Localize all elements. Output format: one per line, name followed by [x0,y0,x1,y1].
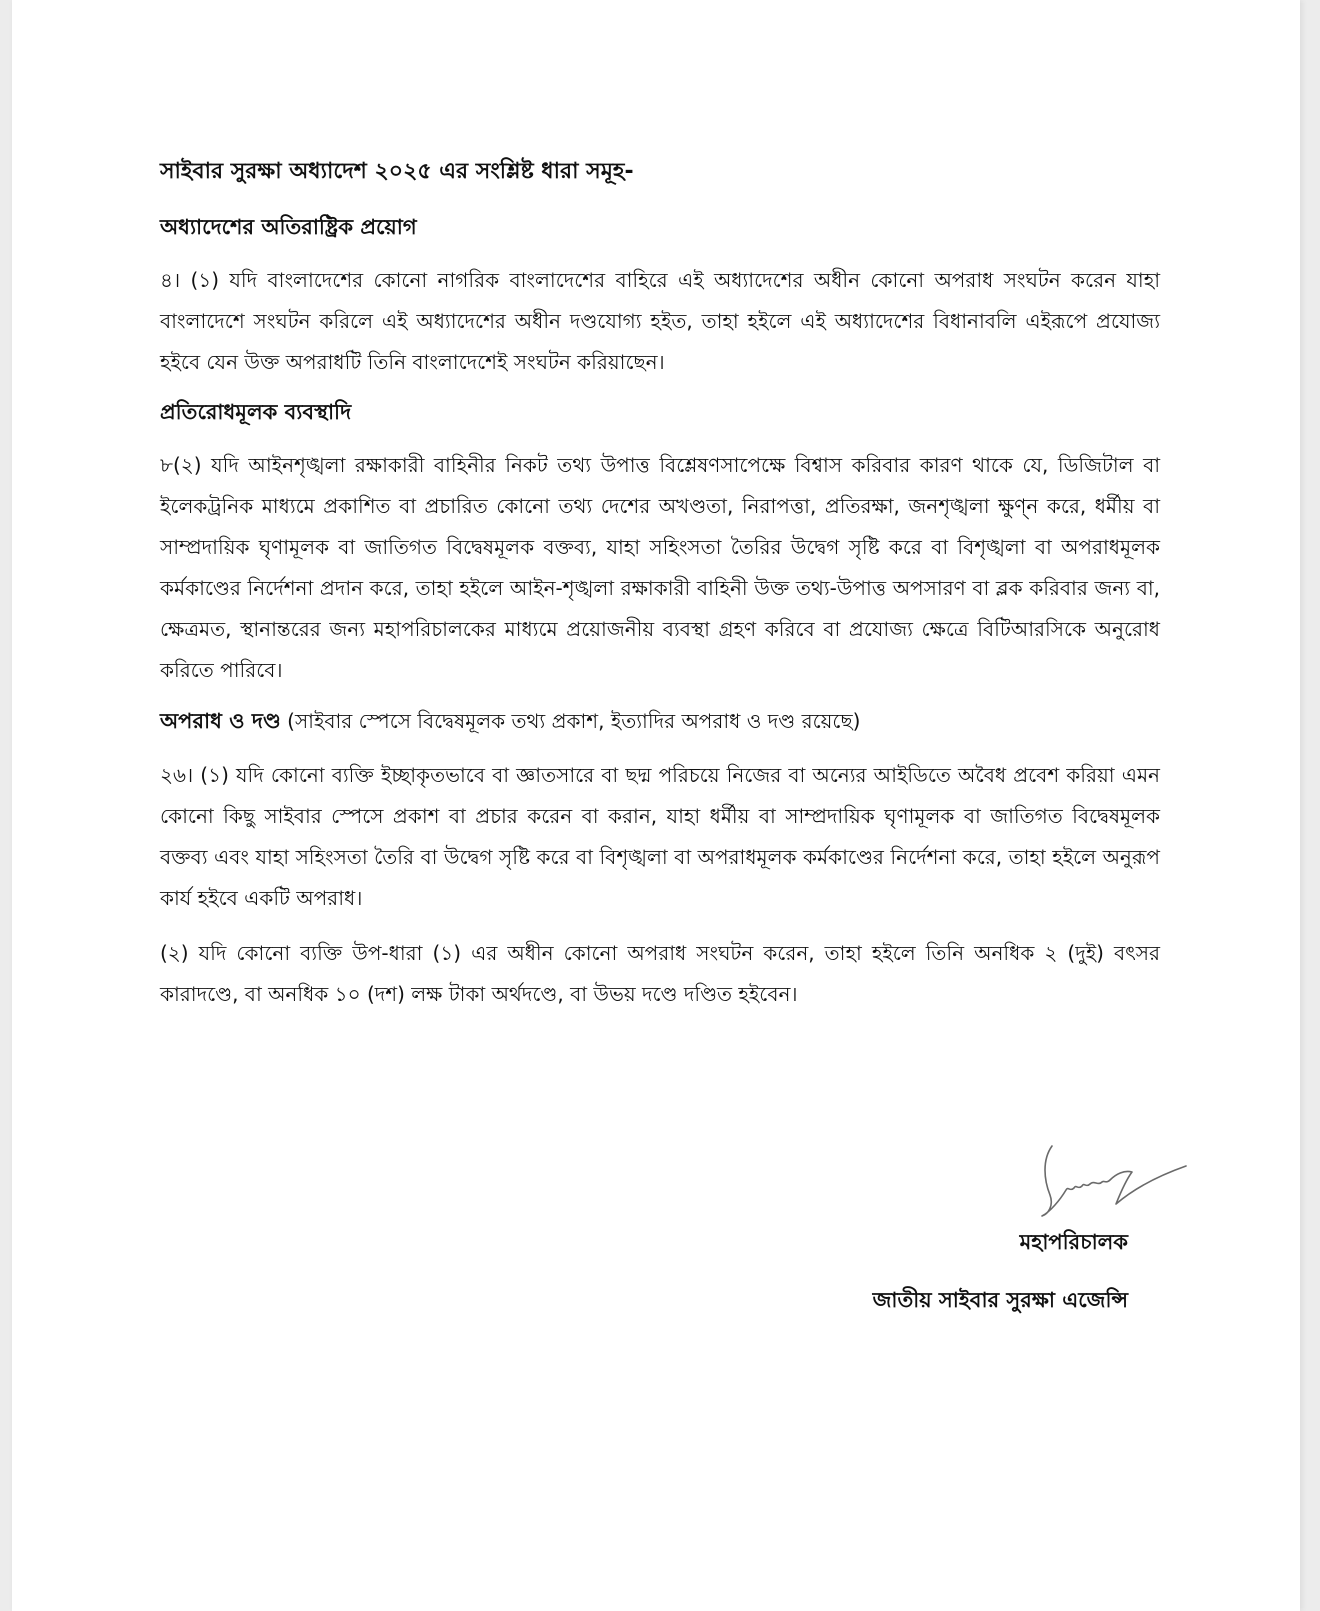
document-page [12,0,1300,1611]
document-body [160,156,1160,1029]
section-heading-offence-penalty-note: (সাইবার স্পেসে বিদ্বেষমূলক তথ্য প্রকাশ, ইত্যাদির অপরাধ ও দণ্ড রয়েছে) [280,709,861,733]
paragraph-section-26-1: ২৬। (১) যদি কোনো ব্যক্তি ইচ্ছাকৃতভাবে বা জ্ঞাতসারে বা ছদ্ম পরিচয়ে নিজের বা অন্যের আইডিতে অবৈধ প্রবেশ করিয়া এমন কোনো কিছু সাইবার স্পেসে প্রকাশ বা প্রচার করেন বা করান, যাহা ধর্মীয় বা সাম্প্রদায়িক ঘৃণামূলক বা জাতিগত বিদ্বেষমূলক বক্তব্য এবং যাহা সহিংসতা তৈরি বা উদ্বেগ সৃষ্টি করে বা বিশৃঙ্খলা বা অপরাধমূলক কর্মকাণ্ডের নির্দেশনা করে, তাহা হইলে অনুরূপ কার্য হইবে একটি অপরাধ। [160,763,1160,910]
section-heading-preventive-measures: প্রতিরোধমূলক ব্যবস্থাদি [160,400,352,424]
section-heading-offence-penalty-bold: অপরাধ ও দণ্ড [160,709,281,733]
section-heading-offence-penalty [160,705,1160,737]
paragraph-section-8-2: ৮(২) যদি আইনশৃঙ্খলা রক্ষাকারী বাহিনীর নিকট তথ্য উপাত্ত বিশ্লেষণসাপেক্ষে বিশ্বাস করিবার কারণ থাকে যে, ডিজিটাল বা ইলেকট্রনিক মাধ্যমে প্রকাশিত বা প্রচারিত কোনো তথ্য দেশের অখণ্ডতা, নিরাপত্তা, প্রতিরক্ষা, জনশৃঙ্খলা ক্ষুণ্ন করে, ধর্মীয় বা সাম্প্রদায়িক ঘৃণামূলক বা জাতিগত বিদ্বেষমূলক বক্তব্য, যাহা সহিংসতা তৈরির উদ্বেগ সৃষ্টি করে বা বিশৃঙ্খলা বা অপরাধমূলক কর্মকাণ্ডের নির্দেশনা প্রদান করে, তাহা হইলে আইন-শৃঙ্খলা রক্ষাকারী বাহিনী উক্ত তথ্য-উপাত্ত অপসারণ বা ব্লক করিবার জন্য বা, ক্ষেত্রমত, স্থানান্তরের জন্য মহাপরিচালকের মাধ্যমে প্রয়োজনীয় ব্যবস্থা গ্রহণ করিবে বা প্রযোজ্য ক্ষেত্রে বিটিআরসিকে অনুরোধ করিতে পারিবে। [160,453,1160,682]
handwritten-signature [1040,1140,1190,1220]
paragraph-section-4: ৪। (১) যদি বাংলাদেশের কোনো নাগরিক বাংলাদেশের বাহিরে এই অধ্যাদেশের অধীন কোনো অপরাধ সংঘটন করেন যাহা বাংলাদেশে সংঘটন করিলে এই অধ্যাদেশের অধীন দণ্ডযোগ্য হইত, তাহা হইলে এই অধ্যাদেশের বিধানাবলি এইরূপে প্রযোজ্য হইবে যেন উক্ত অপরাধটি তিনি বাংলাদেশেই সংঘটন করিয়াছেন। [160,268,1160,374]
section-heading-extraterritorial: অধ্যাদেশের অতিরাষ্ট্রিক প্রয়োগ [160,215,417,239]
signatory-designation: মহাপরিচালক [1019,1230,1128,1254]
document-title: সাইবার সুরক্ষা অধ্যাদেশ ২০২৫ এর সংশ্লিষ্ট ধারা সমূহ- [160,159,634,184]
paragraph-section-26-2: (২) যদি কোনো ব্যক্তি উপ-ধারা (১) এর অধীন কোনো অপরাধ সংঘটন করেন, তাহা হইলে তিনি অনধিক ২ (দুই) বৎসর কারাদণ্ডে, বা অনধিক ১০ (দশ) লক্ষ টাকা অর্থদণ্ডে, বা উভয় দণ্ডে দণ্ডিত হইবেন। [160,941,1160,1006]
signatory-organization: জাতীয় সাইবার সুরক্ষা এজেন্সি [872,1288,1128,1312]
